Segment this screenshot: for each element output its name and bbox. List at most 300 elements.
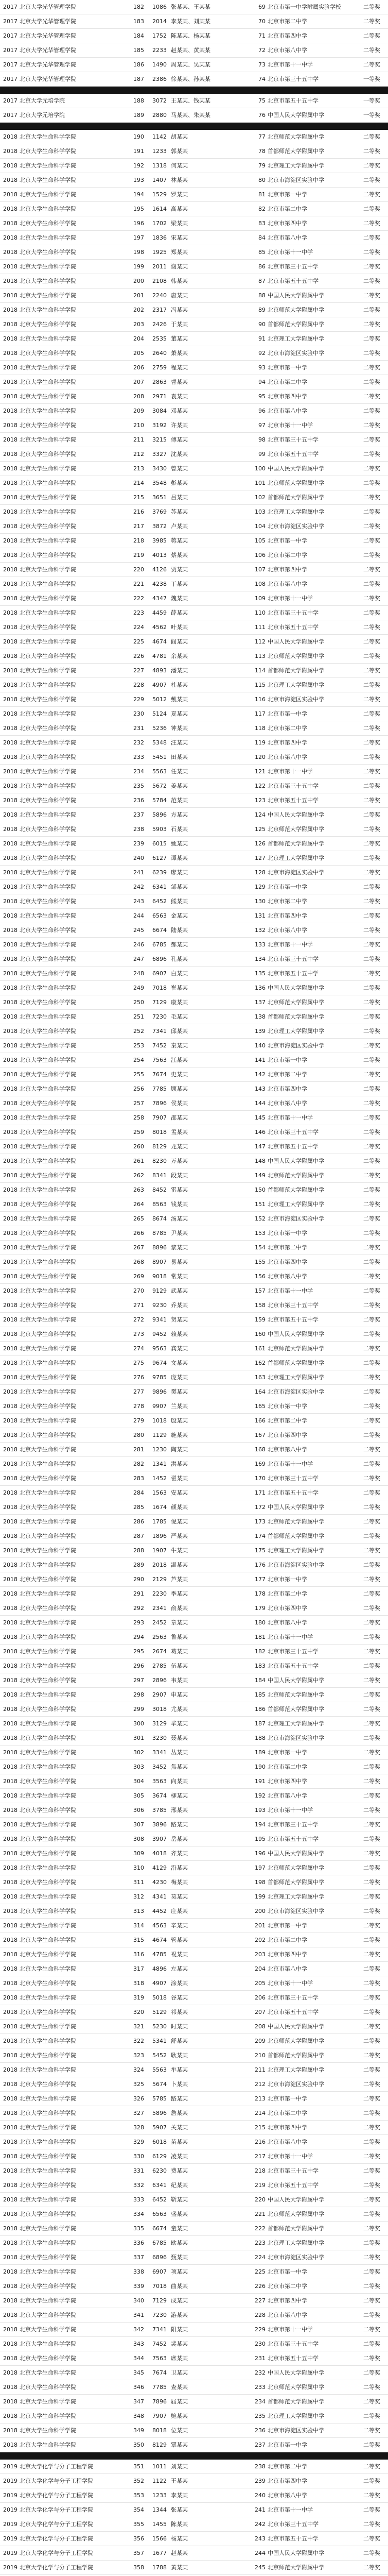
year-cell: 2018 [3,1013,17,1020]
school-cell: 北京师范大学附属中学 [268,480,324,486]
award-cell: 二等奖 [363,1518,380,1525]
school-number-cell: 112 [255,638,266,645]
school-number-cell: 185 [255,1691,266,1698]
entry-code-cell: 1674 [152,1504,167,1511]
table-row [0,1832,388,1846]
unit-cell: 北京大学生命科学学院 [20,1230,76,1236]
unit-cell: 北京大学生命科学学院 [20,2023,76,2030]
entry-code-cell: 4785 [152,1951,167,1958]
award-cell: 二等奖 [363,1778,380,1785]
participant-cell: 汪某某 [171,739,188,746]
entry-code-cell: 6674 [152,927,167,934]
participant-cell: 柳某某 [171,1792,188,1799]
participant-cell: 祝某某 [171,1951,188,1958]
award-cell: 二等奖 [363,465,380,472]
table-row [0,721,388,736]
year-cell: 2017 [3,97,17,104]
award-cell: 二等奖 [363,1100,380,1107]
table-row [0,1313,388,1327]
school-number-cell: 183 [255,1663,266,1669]
entry-code-cell: 2011 [152,263,167,270]
award-cell: 二等奖 [363,2442,380,2448]
award-cell: 二等奖 [363,494,380,501]
participant-cell: 裴某某 [171,2341,188,2347]
unit-cell: 北京大学生命科学学院 [20,1244,76,1251]
school-number-cell: 228 [255,2312,266,2318]
award-cell: 二等奖 [363,1287,380,1294]
unit-cell: 北京大学化学与分子工程学院 [20,2535,93,2542]
table-row [0,2474,388,2488]
participant-cell: 常某某 [171,1273,188,1280]
award-cell: 二等奖 [363,1735,380,1741]
year-cell: 2018 [3,1836,17,1842]
award-cell: 二等奖 [363,1677,380,1684]
row-number-cell: 299 [133,1706,144,1713]
school-cell: 北京市第一中学 [268,2095,307,2102]
entry-code-cell: 4459 [152,609,167,616]
table-row [0,159,388,173]
year-cell: 2018 [3,2081,17,2088]
award-cell: 二等奖 [363,2254,380,2261]
school-number-cell: 143 [255,1086,266,1092]
unit-cell: 北京大学生命科学学院 [20,1908,76,1914]
row-number-cell: 218 [133,537,144,544]
award-cell: 一等奖 [363,97,380,104]
school-cell: 中国人民大学附属中学 [268,638,324,645]
unit-cell: 北京大学生命科学学院 [20,1634,76,1640]
table-row [0,1904,388,1919]
unit-cell: 北京大学生命科学学院 [20,1980,76,1987]
school-cell: 北京市第八中学 [268,1792,307,1799]
row-number-cell: 206 [133,364,144,371]
table-row [0,1255,388,1269]
unit-cell: 北京大学生命科学学院 [20,523,76,530]
row-number-cell: 287 [133,1533,144,1539]
year-cell: 2018 [3,1230,17,1236]
year-cell: 2018 [3,451,17,457]
school-cell: 北京市第四中学 [268,1086,307,1092]
entry-code-cell: 6452 [152,898,167,905]
table-row [0,2294,388,2308]
row-number-cell: 270 [133,1287,144,1294]
table-row [0,2106,388,2121]
year-cell: 2018 [3,1143,17,1150]
participant-cell: 陶某某 [171,1446,188,1453]
unit-cell: 北京大学生命科学学院 [20,379,76,385]
school-cell: 北京理工大学附属中学 [268,509,324,515]
school-number-cell: 153 [255,1230,266,1236]
entry-code-cell: 1563 [152,1489,167,1496]
row-number-cell: 311 [133,1879,144,1886]
row-number-cell: 182 [133,4,144,10]
participant-cell: 项某某 [171,2268,188,2275]
entry-code-cell: 1452 [152,1475,167,1482]
participant-cell: 曹某某 [171,379,188,385]
school-number-cell: 168 [255,1446,266,1453]
row-number-cell: 238 [133,826,144,833]
school-cell: 北京市第十一中学 [268,1807,313,1814]
unit-cell: 北京大学化学与分子工程学院 [20,2521,93,2528]
table-row [0,1284,388,1298]
award-cell: 二等奖 [363,1879,380,1886]
school-cell: 北京市第一中学 [268,364,307,371]
award-cell: 二等奖 [363,1042,380,1049]
school-number-cell: 208 [255,2023,266,2030]
school-number-cell: 217 [255,2153,266,2160]
unit-cell: 北京大学生命科学学院 [20,783,76,789]
table-row [0,418,388,433]
year-cell: 2018 [3,783,17,789]
school-cell: 首都师范大学附属中学 [268,1533,324,1539]
unit-cell: 北京大学生命科学学院 [20,2254,76,2261]
school-cell: 北京市第十一中学 [268,2153,313,2160]
school-number-cell: 244 [255,2550,266,2556]
row-number-cell: 265 [133,1215,144,1222]
entry-code-cell: 3563 [152,1778,167,1785]
school-number-cell: 76 [258,112,266,118]
row-number-cell: 200 [133,278,144,284]
unit-cell: 北京大学生命科学学院 [20,2095,76,2102]
year-cell: 2018 [3,1504,17,1511]
unit-cell: 北京大学生命科学学院 [20,2124,76,2131]
award-cell: 二等奖 [363,1807,380,1814]
school-number-cell: 176 [255,1562,266,1568]
school-number-cell: 161 [255,1345,266,1352]
entry-code-cell: 5018 [152,1994,167,2001]
school-number-cell: 134 [255,956,266,962]
entry-code-cell: 4347 [152,595,167,602]
unit-cell: 北京大学生命科学学院 [20,1937,76,1943]
school-cell: 北京市第三十五中学 [268,609,319,616]
table-row [0,1082,388,1096]
school-cell: 北京市海淀区实验中学 [268,696,324,703]
award-cell: 二等奖 [363,2564,380,2571]
participant-cell: 蒋某某 [171,537,188,544]
school-number-cell: 163 [255,1374,266,1381]
year-cell: 2018 [3,133,17,140]
unit-cell: 北京大学生命科学学院 [20,1865,76,1871]
unit-cell: 北京大学生命科学学院 [20,2369,76,2376]
year-cell: 2018 [3,1634,17,1640]
row-number-cell: 232 [133,739,144,746]
school-number-cell: 120 [255,754,266,760]
school-cell: 北京市海淀区实验中学 [268,1215,324,1222]
participant-cell: 何某某 [171,162,188,169]
row-number-cell: 305 [133,1792,144,1799]
year-cell: 2018 [3,1778,17,1785]
award-cell: 二等奖 [363,1187,380,1193]
school-cell: 北京市海淀区实验中学 [268,1908,324,1914]
unit-cell: 北京大学生命科学学院 [20,1201,76,1208]
school-cell: 北京市第八中学 [268,2492,307,2499]
entry-code-cell: 4893 [152,667,167,674]
participant-cell: 方某某 [171,811,188,818]
year-cell: 2018 [3,2254,17,2261]
unit-cell: 北京大学生命科学学院 [20,2066,76,2073]
unit-cell: 北京大学生命科学学院 [20,1187,76,1193]
entry-code-cell: 3769 [152,509,167,515]
school-number-cell: 110 [255,609,266,616]
school-number-cell: 117 [255,710,266,717]
year-cell: 2018 [3,1648,17,1655]
participant-cell: 徐某某、孙某某 [171,76,210,82]
entry-code-cell: 2386 [152,76,167,82]
school-cell: 北京理工大学附属中学 [268,1893,324,1900]
unit-cell: 北京大学生命科学学院 [20,1461,76,1467]
year-cell: 2018 [3,249,17,256]
row-number-cell: 306 [133,1807,144,1814]
school-number-cell: 99 [258,451,266,457]
participant-cell: 左某某 [171,1965,188,1972]
participant-cell: 童某某 [171,2225,188,2232]
year-cell: 2018 [3,523,17,530]
school-number-cell: 222 [255,2225,266,2232]
row-number-cell: 230 [133,710,144,717]
row-number-cell: 283 [133,1475,144,1482]
row-number-cell: 226 [133,653,144,659]
school-cell: 北京市第十一中学 [268,1980,313,1987]
year-cell: 2018 [3,234,17,241]
table-row [0,2561,388,2575]
school-number-cell: 75 [258,97,266,104]
school-cell: 北京市第十一中学 [268,2506,313,2513]
participant-cell: 曲某某 [171,2283,188,2290]
entry-code-cell: 1752 [152,32,167,39]
award-cell: 二等奖 [363,162,380,169]
school-cell: 北京市第三十五中学 [268,1302,319,1309]
row-number-cell: 223 [133,609,144,616]
row-number-cell: 294 [133,1634,144,1640]
unit-cell: 北京大学生命科学学院 [20,2081,76,2088]
school-number-cell: 239 [255,2478,266,2484]
participant-cell: 傅某某 [171,436,188,443]
table-row [0,1327,388,1342]
table-row [0,2546,388,2561]
award-cell: 二等奖 [363,2355,380,2362]
participant-cell: 任某某 [171,768,188,775]
school-number-cell: 210 [255,2052,266,2059]
unit-cell: 北京大学生命科学学院 [20,768,76,775]
school-cell: 北京市第二中学 [268,1937,307,1943]
participant-cell: 刘某某 [171,2463,188,2470]
school-cell: 北京理工大学附属中学 [268,2066,324,2073]
row-number-cell: 225 [133,638,144,645]
school-cell: 北京师范大学附属中学 [268,2564,324,2571]
table-row [0,606,388,620]
year-cell: 2017 [3,76,17,82]
participant-cell: 费某某 [171,2167,188,2174]
participant-cell: 葛某某 [171,1648,188,1655]
row-number-cell: 227 [133,667,144,674]
school-cell: 北京市第三十五中学 [268,436,319,443]
participant-cell: 阳某某 [171,2326,188,2333]
entry-code-cell: 8341 [152,1172,167,1179]
award-cell: 二等奖 [363,1172,380,1179]
school-number-cell: 89 [258,307,266,313]
table-row [0,1558,388,1572]
participant-cell: 孔某某 [171,956,188,962]
unit-cell: 北京大学生命科学学院 [20,537,76,544]
row-number-cell: 190 [133,133,144,140]
row-number-cell: 216 [133,509,144,515]
row-number-cell: 255 [133,1071,144,1078]
school-cell: 北京师范大学附属中学 [268,133,324,140]
year-cell: 2018 [3,1028,17,1035]
table-row [0,274,388,289]
table-row [0,981,388,995]
school-cell: 北京理工大学附属中学 [268,1720,324,1727]
award-cell: 二等奖 [363,1547,380,1554]
award-cell: 二等奖 [363,566,380,573]
unit-cell: 北京大学生命科学学院 [20,2442,76,2448]
entry-code-cell: 5563 [152,768,167,775]
school-number-cell: 72 [258,47,266,54]
school-number-cell: 155 [255,1259,266,1265]
year-cell: 2018 [3,263,17,270]
award-cell: 二等奖 [363,2240,380,2246]
year-cell: 2018 [3,1215,17,1222]
entry-code-cell: 5896 [152,2110,167,2116]
school-number-cell: 73 [258,61,266,68]
row-number-cell: 210 [133,422,144,429]
school-number-cell: 188 [255,1735,266,1741]
unit-cell: 北京大学生命科学学院 [20,595,76,602]
entry-code-cell: 2240 [152,292,167,299]
school-cell: 北京市第五十五中学 [268,97,319,104]
award-cell: 二等奖 [363,1360,380,1366]
school-cell: 北京市海淀区实验中学 [268,1042,324,1049]
year-cell: 2019 [3,2478,17,2484]
year-cell: 2018 [3,2038,17,2044]
year-cell: 2017 [3,32,17,39]
award-cell: 二等奖 [363,1388,380,1395]
school-cell: 北京市第十一中学 [268,768,313,775]
entry-code-cell: 4563 [152,1922,167,1929]
school-number-cell: 90 [258,321,266,328]
school-number-cell: 167 [255,1432,266,1438]
participant-cell: 成某某 [171,2297,188,2304]
entry-code-cell: 4129 [152,1865,167,1871]
year-cell: 2018 [3,1821,17,1828]
school-number-cell: 173 [255,1518,266,1525]
table-row [0,1226,388,1241]
participant-cell: 邱某某 [171,1028,188,1035]
award-cell: 二等奖 [363,783,380,789]
row-number-cell: 188 [133,97,144,104]
table-row [0,2077,388,2092]
row-number-cell: 327 [133,2110,144,2116]
unit-cell: 北京大学生命科学学院 [20,1922,76,1929]
table-row [0,1702,388,1717]
year-cell: 2019 [3,2550,17,2556]
unit-cell: 北京大学生命科学学院 [20,436,76,443]
participant-cell: 舒某某 [171,2038,188,2044]
school-number-cell: 146 [255,1129,266,1136]
row-number-cell: 254 [133,1057,144,1063]
award-cell: 二等奖 [363,2506,380,2513]
row-number-cell: 211 [133,436,144,443]
row-number-cell: 291 [133,1590,144,1597]
participant-cell: 洪某某 [171,1461,188,1467]
table-row [0,1125,388,1140]
unit-cell: 北京大学生命科学学院 [20,840,76,847]
table-row [0,1399,388,1414]
row-number-cell: 296 [133,1663,144,1669]
entry-code-cell: 6896 [152,956,167,962]
school-number-cell: 196 [255,1850,266,1857]
entry-code-cell: 4230 [152,1879,167,1886]
unit-cell: 北京大学生命科学学院 [20,2211,76,2217]
school-number-cell: 83 [258,220,266,227]
table-row [0,1096,388,1111]
unit-cell: 北京大学生命科学学院 [20,191,76,198]
award-cell: 二等奖 [363,2110,380,2116]
row-number-cell: 185 [133,47,144,54]
award-cell: 二等奖 [363,1057,380,1063]
year-cell: 2018 [3,1158,17,1164]
year-cell: 2018 [3,2182,17,2189]
award-cell: 一等奖 [363,76,380,82]
school-number-cell: 221 [255,2211,266,2217]
school-number-cell: 102 [255,494,266,501]
participant-cell: 白某某 [171,970,188,977]
table-row [0,43,388,58]
unit-cell: 北京大学生命科学学院 [20,667,76,674]
award-cell: 二等奖 [363,1028,380,1035]
unit-cell: 北京大学生命科学学院 [20,335,76,342]
unit-cell: 北京大学生命科学学院 [20,177,76,183]
row-number-cell: 295 [133,1648,144,1655]
row-number-cell: 292 [133,1605,144,1612]
record-group [0,94,388,123]
row-number-cell: 323 [133,2052,144,2059]
school-cell: 北京市第十一中学 [268,61,313,68]
school-number-cell: 213 [255,2095,266,2102]
unit-cell: 北京大学生命科学学院 [20,292,76,299]
unit-cell: 北京大学生命科学学院 [20,1735,76,1741]
year-cell: 2018 [3,1980,17,1987]
table-row [0,231,388,245]
school-number-cell: 131 [255,912,266,919]
school-cell: 中国人民大学附属中学 [268,1158,324,1164]
award-cell: 二等奖 [363,1302,380,1309]
row-number-cell: 197 [133,234,144,241]
award-cell: 二等奖 [363,2521,380,2528]
unit-cell: 北京大学生命科学学院 [20,927,76,934]
row-number-cell: 343 [133,2341,144,2347]
participant-cell: 蔡某某 [171,552,188,558]
year-cell: 2018 [3,1893,17,1900]
row-number-cell: 262 [133,1172,144,1179]
row-number-cell: 196 [133,220,144,227]
entry-code-cell: 5012 [152,696,167,703]
entry-code-cell: 1233 [152,2492,167,2499]
award-cell: 二等奖 [363,811,380,818]
unit-cell: 北京大学化学与分子工程学院 [20,2506,93,2513]
school-cell: 中国人民大学附属中学 [268,292,324,299]
school-cell: 北京理工大学附属中学 [268,335,324,342]
year-cell: 2018 [3,970,17,977]
participant-cell: 雷某某 [171,1187,188,1193]
participant-cell: 程某某 [171,364,188,371]
table-row [0,894,388,909]
participant-cell: 陈某某、杨某某 [171,32,210,39]
participant-cell: 贾某某 [171,566,188,573]
entry-code-cell: 1836 [152,234,167,241]
award-cell: 二等奖 [363,2384,380,2391]
participant-cell: 盛某某 [171,2211,188,2217]
participant-cell: 魏某某 [171,595,188,602]
